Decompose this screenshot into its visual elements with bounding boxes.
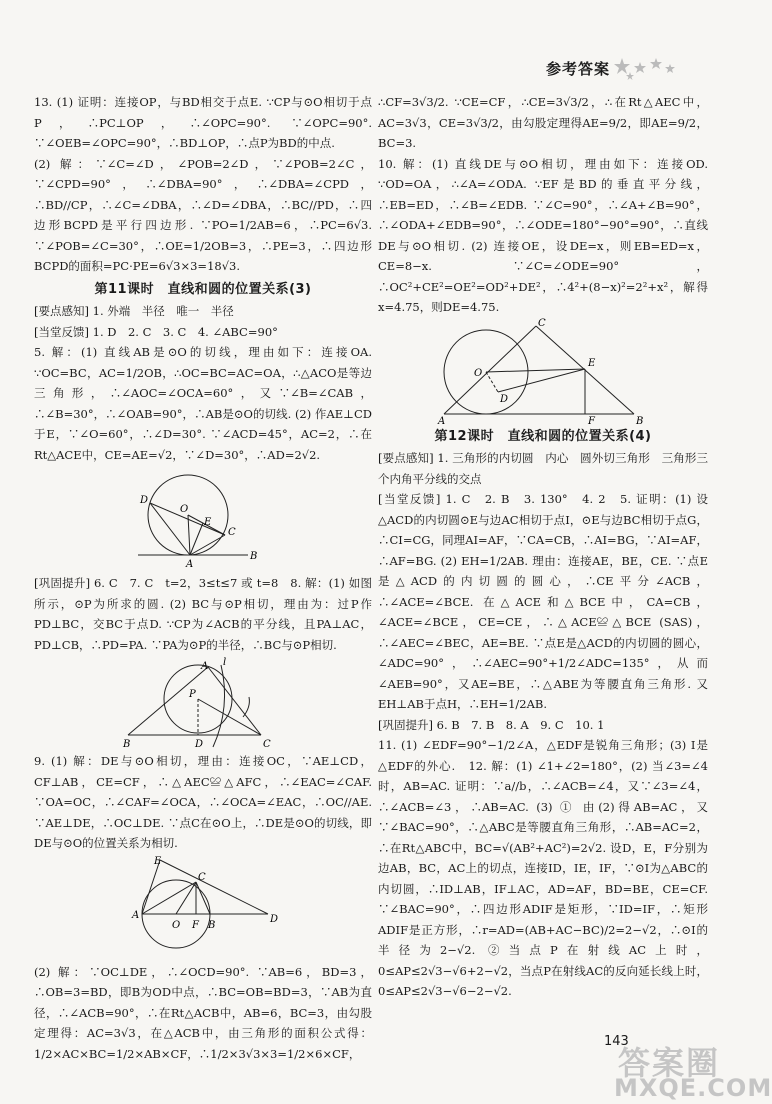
key-points-lesson11: [要点感知] 1. 外端 半径 唯一 半径: [34, 304, 234, 318]
key-points-lesson12: [要点感知] 1. 三角形的内切圆 内心 圆外切三角形 三角形三个内角平分线的交点: [378, 451, 708, 486]
figure-q9: [118, 856, 288, 960]
watermark-url: MXQE.COM: [614, 1074, 772, 1102]
fig10-label-A: A: [438, 415, 446, 427]
section-title-lesson12: 第12课时 直线和圆的位置关系(4): [434, 428, 652, 444]
fig5-label-B: B: [250, 551, 258, 562]
class-feedback-lesson11: [当堂反馈] 1. D 2. C 3. C 4. ∠ABC=90°: [34, 324, 278, 339]
fig8-label-D: D: [195, 739, 204, 750]
watermark-text: 答案圈: [618, 1044, 721, 1082]
fig8-label-P: P: [189, 689, 196, 700]
answer-13-part2: (2) 解：∵∠C=∠D，∠POB=2∠D，∵∠POB=2∠C，∵∠CPD=90°，∴∠DBA=90°，∴∠DBA=∠CPD，∴BD//CP，∴∠C=∠DBA，∴∠D=∠DBA，∴BC//PD，∴四边形BCPD是平行四边形. ∵PO=1/2AB=6，∴PC=6√3. ∵∠POB=∠C=30°，∴OE=1/2OB=3，∴PE=3，∴四边形BCPD的面积=PC·PE=6√3×3=18√3.: [34, 156, 372, 273]
fig5-label-A: A: [186, 559, 194, 570]
fig10-label-C: C: [538, 317, 546, 329]
fig8-label-C: C: [263, 739, 271, 750]
fig9-label-E: E: [154, 855, 162, 867]
star-decoration-icon: [614, 56, 680, 82]
fig10-label-E: E: [588, 357, 596, 369]
answer-13-part1: 13. (1) 证明：连接OP，与BD相交于点E. ∵CP与⊙O相切于点P，∴PC⊥OP，∴∠OPC=90°. ∵∠OPC=90°. ∵∠OEB=∠OPC=90°，∴BD⊥OP，∴点P为BD的中点.: [34, 95, 372, 150]
fig9-label-F: F: [192, 919, 199, 931]
fig8-label-l: l: [223, 657, 227, 668]
figure-q5: [128, 467, 278, 571]
fig10-label-F: F: [588, 415, 595, 427]
page-header: [520, 56, 680, 84]
answer-9-part2: (2) 解：∵OC⊥DE，∴∠OCD=90°. ∵AB=6，BD=3，∴OB=3=BD，即B为OD中点，∴BC=OB=BD=3，∵AB为直径，∴∠ACB=90°，∴在Rt△ACB中，AB=6，BC=3，由勾股定理得：AC=3√3，在△ACB中，由三角形的面积公式得：1/2×AC×BC=1/2×AB×CF，∴1/2×3√3×3=1/2×6×CF，: [34, 964, 372, 1061]
fig9-label-B: B: [208, 919, 216, 931]
consolidation-lesson12: [巩固提升] 6. B 7. B 8. A 9. C 10. 1: [378, 717, 605, 732]
consolidation-lesson11: [巩固提升] 6. C 7. C t=2，3≤t≤7 或 t=8 8. 解：(1) 如图所示，⊙P为所求的圆. (2) BC与⊙P相切，理由为：过P作PD⊥BC，交BC于点D. ∵CP为∠ACB的平分线，且PA⊥AC，PD⊥CB，∴PD=PA. ∵PA为⊙P的半径，∴BC与⊙P相切.: [34, 576, 372, 652]
answer-11-12: 11. (1) ∠EDF=90°−1/2∠A，△EDF是锐角三角形；(3) I是△EDF的外心. 12. 解：(1) ∠1+∠2=180°，(2) 当∠3=∠4时，AB=AC. 证明：∵a//b，∴∠ACB=∠4，又∵∠3=∠4，∴∠ACB=∠3，∴AB=AC. (3) ① 由(2)得AB=AC，又∵∠BAC=90°，∴△ABC是等腰直角三角形，∴AB=AC=2，∴在Rt△ABC中，BC=√(AB²+AC²)=2√2. 设D，E，F分别为边AB，BC，AC上的切点，连接ID，IE，IF，∵⊙I为△ABC的内切圆，∴ID⊥AB，IF⊥AC，AD=AF，BD=BE，CE=CF. ∵∠BAC=90°，∴四边形ADIF是矩形，∵ID=IF，∴矩形ADIF是正方形，∴r=AD=(AB+AC−BC)/2=2−√2，∴⊙I的半径为2−√2. ②当点P在射线AC上时，0≤AP≤2√3−√6+2−√2，当点P在射线AC的反向延长线上时，0≤AP≤2√3−√6−2−√2.: [378, 738, 708, 998]
section-title-lesson11: 第11课时 直线和圆的位置关系(3): [94, 281, 312, 297]
page-number: 143: [604, 1034, 629, 1049]
figure-q8: [123, 657, 283, 749]
answer-10: 10. 解：(1) 直线DE与⊙O相切，理由如下：连接OD. ∵OD=OA，∴∠A=∠ODA. ∵EF是BD的垂直平分线，∴EB=ED，∴∠B=∠EDB. ∵∠C=90°，∴∠A+∠B=90°，∴∠ODA+∠EDB=90°，∴∠ODE=180°−90°=90°，∴直线DE与⊙O相切. (2) 连接OE，设DE=x，则EB=ED=x，CE=8−x. ∵∠C=∠ODE=90°，∴OC²+CE²=OE²=OD²+DE²，∴4²+(8−x)²=2²+x²，解得x=4.75，则DE=4.75.: [378, 156, 708, 314]
header-title: 参考答案: [545, 60, 610, 78]
answer-5: 5. 解：(1) 直线AB是⊙O的切线，理由如下：连接OA. ∵OC=BC，AC=1/2OB，∴OC=BC=AC=OA，∴△ACO是等边三角形，∴∠AOC=∠OCA=60°，又∵∠B=∠CAB，∴∠B=30°，∴∠OAB=90°，∴AB是⊙O的切线. (2) 作AE⊥CD于E，∵∠O=60°，∴∠D=30°. ∵∠ACD=45°，AC=2，∴在Rt△ACE中，CE=AE=√2，∵∠D=30°，∴AD=2√2.: [34, 345, 372, 462]
fig8-label-B: B: [123, 739, 131, 750]
fig9-label-O: O: [172, 919, 181, 931]
fig9-label-C: C: [198, 871, 206, 883]
fig5-label-O: O: [180, 504, 189, 515]
fig5-label-C: C: [228, 527, 236, 538]
fig10-label-B: B: [636, 415, 644, 427]
left-column: [34, 92, 372, 1064]
answer-9-continued: ∴CF=3√3/2. ∵CE=CF，∴CE=3√3/2，∴在Rt△AEC中，AC=3√3，CE=3√3/2，由勾股定理得AE=9/2，即AE=9/2，BC=3.: [378, 95, 708, 150]
fig9-label-A: A: [132, 909, 140, 921]
class-feedback-lesson12: [当堂反馈] 1. C 2. B 3. 130° 4. 2 5. 证明：(1) 设△ACD的内切圆⊙E与边AC相切于点I，⊙E与边BC相切于点G，∴CI=CG，同理AI=AF，∵CA=CB，∴AI=BG，∵AI=AF，∴AF=BG. (2) EH=1/2AB. 理由：连接AE，BE，CE. ∵点E是△ACD的内切圆的圆心，∴CE平分∠ACB，∴∠ACE=∠BCE. 在△ACE和△BCE中，CA=CB，∠ACE=∠BCE，CE=CE，∴△ACE≌△BCE (SAS)，∴∠AEC=∠BEC，AE=BE. ∵点E是△ACD的内切圆的圆心，∠ADC=90°，∴∠AEC=90°+1/2∠ADC=135°，从而∠AEB=90°，又AE=BE，∴△ABE为等腰直角三角形. 又EH⊥AB于点H，∴EH=1/2AB.: [378, 492, 708, 711]
answer-9-part1: 9. (1) 解：DE与⊙O相切，理由：连接OC，∵AE⊥CD，CF⊥AB，CE=CF，∴△AEC≌△AFC，∴∠EAC=∠CAF. ∵OA=OC，∴∠CAF=∠OCA，∴∠OCA=∠EAC，∴OC//AE. ∵AE⊥DE，∴OC⊥DE. ∵点C在⊙O上，∴DE是⊙O的切线，即DE与⊙O的位置关系为相切.: [34, 754, 372, 850]
right-column: [378, 92, 708, 1002]
figure-q10: [438, 317, 648, 427]
watermark-logo: [610, 1040, 772, 1104]
fig10-label-O: O: [474, 367, 483, 379]
fig8-label-A: A: [201, 661, 209, 672]
fig9-label-D: D: [270, 913, 279, 925]
fig10-label-D: D: [500, 393, 509, 405]
fig5-label-E: E: [204, 517, 212, 528]
fig5-label-D: D: [140, 495, 149, 506]
